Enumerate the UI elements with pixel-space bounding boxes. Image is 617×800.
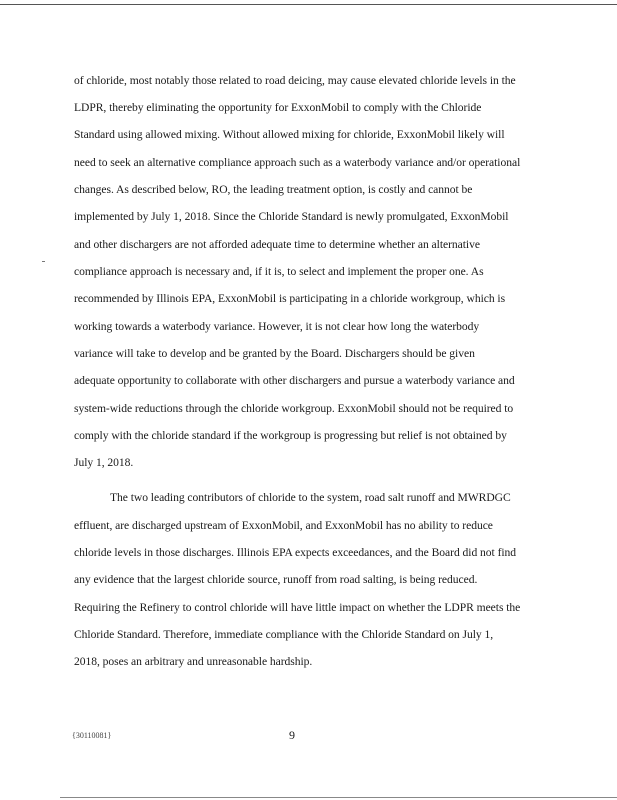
top-scan-edge [0,4,617,5]
text-line: effluent, are discharged upstream of ExxonMobil, and ExxonMobil has no ability to reduce [74,519,493,532]
text-line: LDPR, thereby eliminating the opportunity for ExxonMobil to comply with the Chloride [74,101,482,114]
text-line: variance will take to develop and be granted by the Board. Dischargers should be given [74,347,475,360]
text-line: The two leading contributors of chloride to the system, road salt runoff and MWRDGC [110,491,511,504]
text-line: adequate opportunity to collaborate with other dischargers and pursue a waterbody variance and [74,374,515,387]
document-id: {30110081} [72,731,112,740]
margin-mark [42,261,45,262]
text-line: comply with the chloride standard if the workgroup is progressing but relief is not obtained by [74,429,507,442]
text-line: Standard using allowed mixing. Without allowed mixing for chloride, ExxonMobil likely will [74,128,505,141]
text-line: Requiring the Refinery to control chloride will have little impact on whether the LDPR meets the [74,601,521,614]
text-line: working towards a waterbody variance. However, it is not clear how long the waterbody [74,320,480,333]
text-line: any evidence that the largest chloride source, runoff from road salting, is being reduced. [74,573,478,586]
text-line: implemented by July 1, 2018. Since the Chloride Standard is newly promulgated, ExxonMobil [74,210,509,223]
text-line: changes. As described below, RO, the leading treatment option, is costly and cannot be [74,183,473,196]
text-line: recommended by Illinois EPA, ExxonMobil is participating in a chloride workgroup, which is [74,292,506,305]
text-line: compliance approach is necessary and, if it is, to select and implement the proper one. As [74,265,484,278]
text-line: and other dischargers are not afforded adequate time to determine whether an alternative [74,238,480,251]
text-line: chloride levels in those discharges. Illinois EPA expects exceedances, and the Board did not find [74,546,517,559]
text-line: July 1, 2018. [74,456,134,469]
text-line: of chloride, most notably those related to road deicing, may cause elevated chloride levels in the [74,74,516,87]
text-line: Chloride Standard. Therefore, immediate compliance with the Chloride Standard on July 1, [74,628,494,641]
page-number: 9 [289,728,295,742]
bottom-scan-edge [60,797,617,798]
text-line: need to seek an alternative compliance approach such as a waterbody variance and/or operational [74,156,521,169]
text-line: 2018, poses an arbitrary and unreasonable hardship. [74,655,313,668]
text-line: system-wide reductions through the chloride workgroup. ExxonMobil should not be required to [74,402,514,415]
